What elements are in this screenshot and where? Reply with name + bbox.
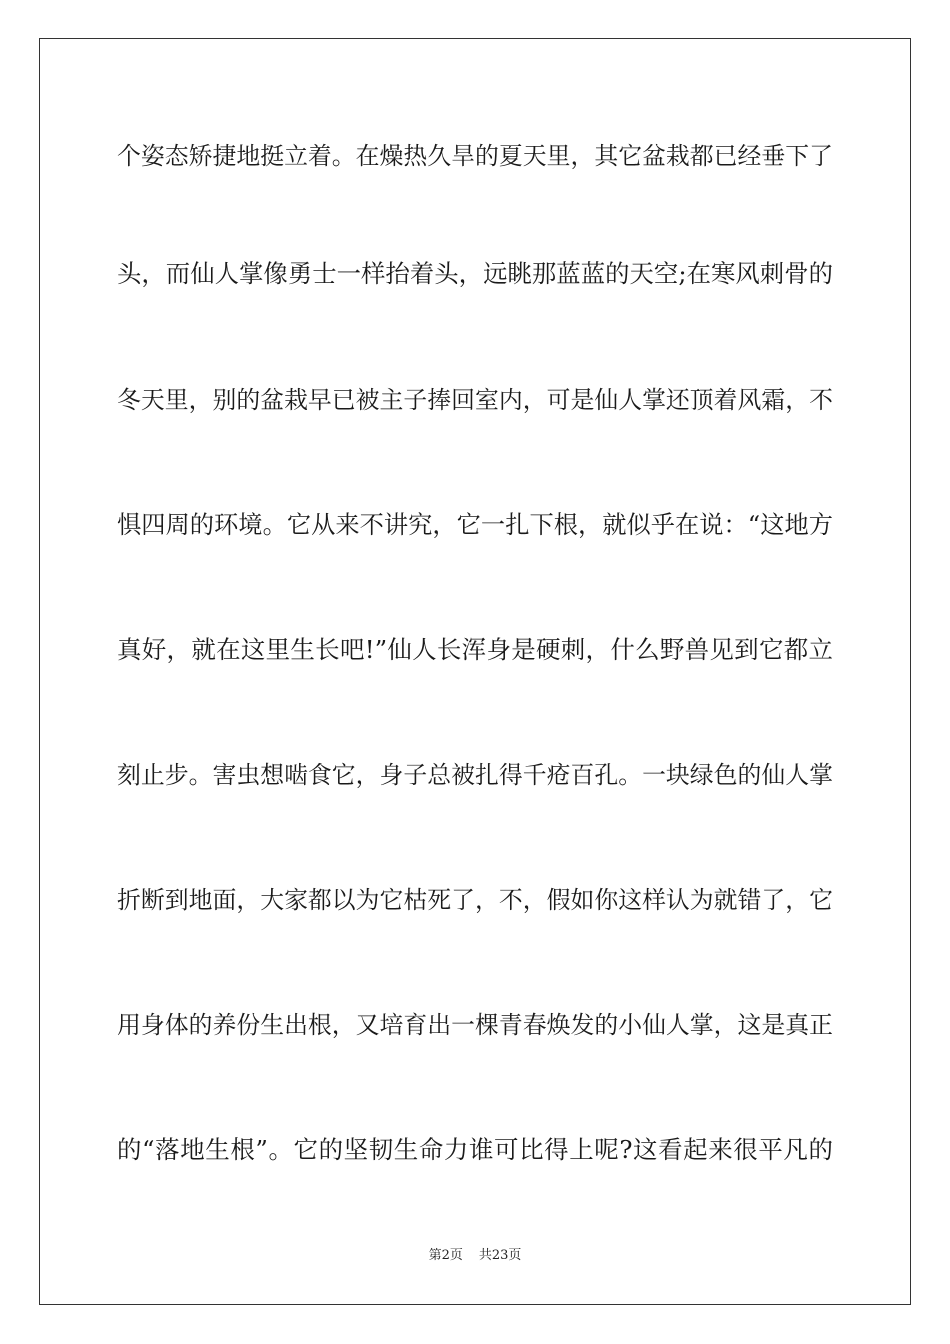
text-line: 用身体的养份生出根，又培育出一棵青春焕发的小仙人掌，这是真正 (117, 1011, 833, 1039)
text-line: 折断到地面，大家都以为它枯死了，不，假如你这样认为就错了，它 (117, 886, 833, 914)
page-number: 第2页 (428, 1248, 463, 1263)
text-line: 惧四周的环境。它从来不讲究，它一扎下根，就似乎在说：“这地方 (117, 510, 833, 539)
text-line: 个姿态矫捷地挺立着。在燥热久旱的夏天里，其它盆栽都已经垂下了 (117, 142, 833, 170)
page-total: 共23页 (478, 1248, 522, 1263)
text-line: 刻止步。害虫想啮食它，身子总被扎得千疮百孔。一块绿色的仙人掌 (117, 761, 833, 789)
text-line: 冬天里，别的盆栽早已被主子捧回室内，可是仙人掌还顶着风霜，不 (117, 386, 833, 414)
page-border (39, 38, 911, 1305)
text-line: 头，而仙人掌像勇士一样抬着头，远眺那蓝蓝的天空;在寒风刺骨的 (117, 259, 833, 288)
page-footer (0, 1246, 950, 1266)
text-line: 的“落地生根”。它的坚韧生命力谁可比得上呢?这看起来很平凡的 (117, 1135, 833, 1164)
text-line: 真好，就在这里生长吧!”仙人长浑身是硬刺，什么野兽见到它都立 (117, 635, 833, 664)
